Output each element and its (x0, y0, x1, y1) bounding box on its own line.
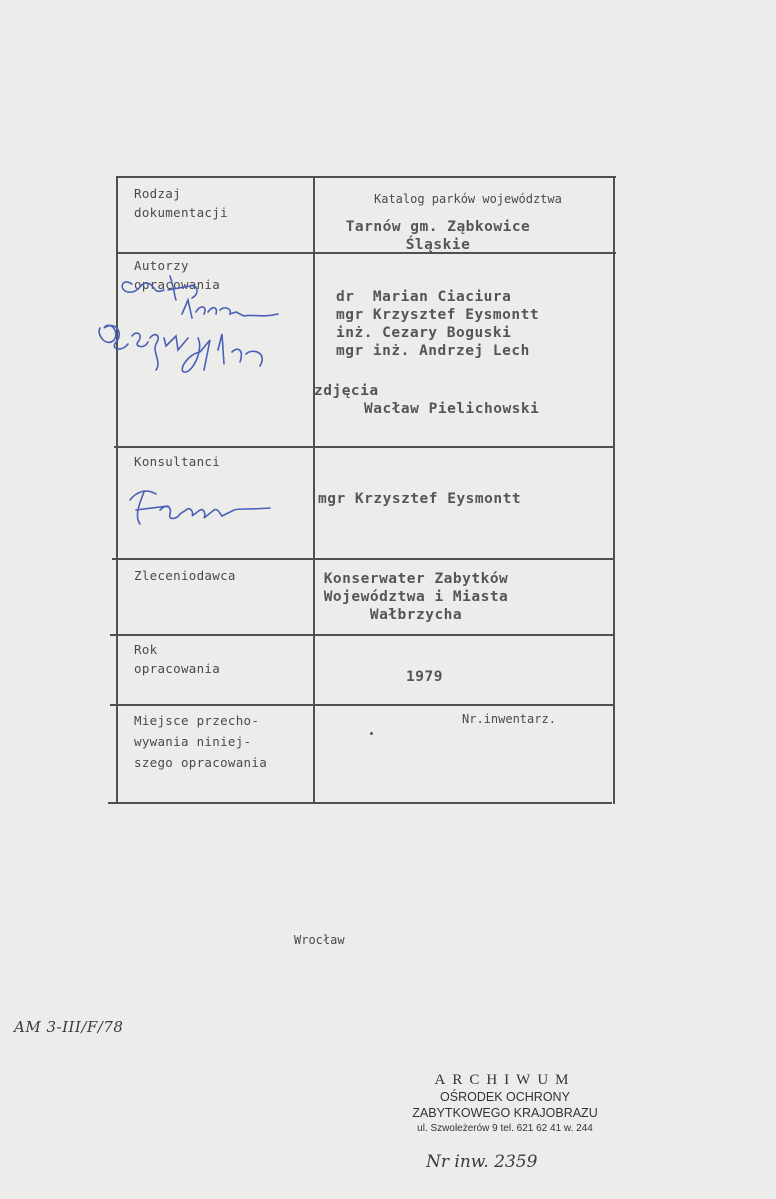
value-year: 1979 (406, 669, 443, 685)
catalog-header: Katalog parków województwa (374, 192, 562, 206)
label-storage-place: Miejsce przecho- wywania niniej- szego opracowania (134, 713, 268, 770)
ink-dot (370, 732, 373, 735)
row-divider (108, 802, 612, 804)
row-divider (110, 634, 614, 636)
inventory-number-header: Nr.inwentarz. (462, 712, 556, 726)
stamp-address: ul. Szwoleżerów 9 tel. 621 62 41 w. 244 (417, 1123, 593, 1134)
authors-signatures (92, 254, 292, 394)
stamp-line-2: ZABYTKOWEGO KRAJOBRAZU (412, 1106, 598, 1120)
table-right-border (613, 176, 615, 804)
consultant-signature (120, 480, 280, 540)
city-name: Wrocław (294, 933, 345, 947)
row-divider (118, 176, 616, 178)
column-divider (313, 176, 315, 804)
label-photos: zdjęcia (314, 383, 379, 399)
row-divider (112, 558, 614, 560)
stamp-line-1: OŚRODEK OCHRONY (440, 1090, 570, 1104)
value-commissioner: Konserwater Zabytków Województwa i Miasta Wałbrzycha (323, 571, 509, 623)
value-photographer: Wacław Pielichowski (364, 401, 540, 417)
stamp-title: ARCHIWUM (434, 1072, 576, 1088)
label-commissioner: Zleceniodawca (134, 568, 236, 583)
value-authors: dr Marian Ciaciura mgr Krzysztef Eysmontt inż. Cezary Boguski mgr inż. Andrzej Lech (336, 289, 540, 359)
row-divider (114, 446, 614, 448)
handwritten-inventory-number: Nr inw. 2359 (426, 1152, 538, 1172)
label-authors: Autorzy opracowania (134, 258, 221, 292)
row-divider (110, 704, 614, 706)
label-document-type: Rodzaj dokumentacji (134, 186, 228, 220)
value-consultant: mgr Krzysztef Eysmontt (318, 491, 522, 507)
handwritten-reference: AM 3-III/F/78 (14, 1018, 124, 1036)
value-document-subject: Tarnów gm. Ząbkowice Śląskie (345, 219, 531, 253)
label-consultants: Konsultanci (134, 454, 221, 469)
label-year: Rok opracowania (134, 642, 221, 676)
archive-stamp (380, 1072, 630, 1137)
